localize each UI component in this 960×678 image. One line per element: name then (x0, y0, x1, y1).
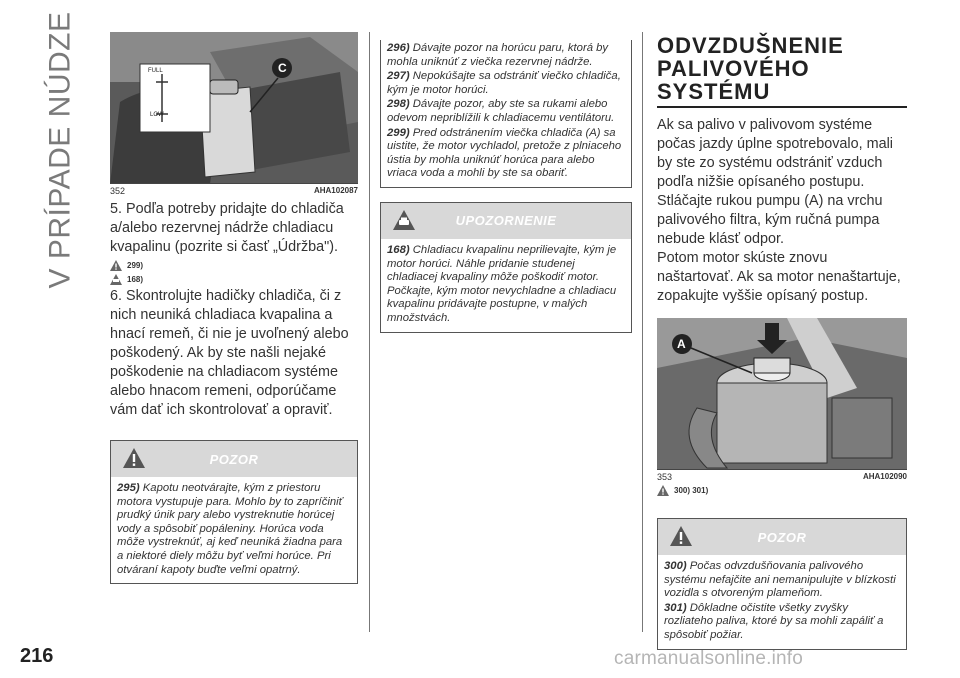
warning-item (117, 482, 351, 577)
label-low: LOW (150, 112, 164, 118)
step-5-text: 5. Podľa potreby pridajte do chladiča a/alebo rezervnej nádrže chladiacu kvapalinu (pozrite si časť „Údržba"). (110, 201, 344, 255)
figure-number: 352 (110, 186, 126, 196)
figure-code: AHA102090 (862, 472, 907, 481)
warning-item (387, 127, 625, 181)
callout-c: C (278, 61, 287, 75)
item-text: Počas odvzdušňovania palivového systému nefajčite ani nemanipulujte v blízkosti vozidla s otvoreným plameňom. (664, 560, 896, 600)
reference-168 (110, 274, 358, 285)
caution-box-upozornenie (380, 202, 632, 333)
warning-triangle-icon (657, 485, 669, 496)
warning-triangle-icon (110, 260, 122, 271)
warning-box-pozor-fuel (657, 518, 907, 650)
warning-item (387, 42, 625, 69)
coolant-reservoir-illustration (110, 32, 358, 184)
item-text: Dávajte pozor, aby ste sa rukami alebo odevom nepriblížili k chladiacemu ventilátoru. (387, 98, 615, 124)
warning-triangle-icon (123, 448, 145, 468)
item-text: Nepokúšajte sa odstrániť viečko chladiča, kým je motor horúci. (387, 70, 621, 96)
warning-item (664, 602, 900, 643)
figure-caption (657, 472, 907, 482)
caution-car-icon (393, 210, 415, 230)
warning-box-title: POZOR (209, 451, 259, 467)
figure-number: 353 (657, 472, 673, 482)
warning-triangle-icon (670, 526, 692, 546)
callout-a: A (677, 337, 686, 351)
item-text: Dôkladne očistite všetky zvyšky rozliateho paliva, ktoré by sa mohli zapáliť a spôsobiť požiar. (664, 601, 884, 641)
reference-numbers: 300) 301) (674, 486, 709, 495)
column-divider-1 (369, 32, 370, 632)
warning-box-continued (380, 40, 632, 188)
watermark-text: carmanualsonline.info (614, 648, 804, 669)
warning-item (387, 98, 625, 125)
item-text: Dávajte pozor na horúcu paru, ktorá by mohla uniknúť z viečka rezervnej nádrže. (387, 42, 609, 68)
item-text: Kapotu neotvárajte, kým z priestoru motora vystupuje para. Mohlo by to zapríčiniť prudký únik pary alebo vystreknutie horúcej vody a spôsobiť popáleniny. Horúca voda môže vystreknúť, aj keď neuniká žiadna para a niektoré diely môžu byť veľmi horúce. Pri otváraní kapoty buďte veľmi opatrný. (117, 482, 343, 576)
warning-item (387, 70, 625, 97)
reference-number: 299) (127, 261, 144, 270)
title-line: SYSTÉMU (657, 79, 771, 104)
figure-caption (110, 186, 358, 196)
item-number: 295) (117, 482, 140, 494)
section-title (657, 34, 907, 108)
item-number: 298) (387, 98, 410, 111)
item-text: Chladiacu kvapalinu neprilievajte, kým je motor horúci. Náhle pridanie studenej chladiacej kvapaliny môže poškodiť motor. Počkajte, kým motor nevychladne a chladiacu kvapalinu pridávajte postupne, v malých množstvách. (387, 243, 617, 324)
reference-299 (110, 260, 358, 271)
figure-references (657, 485, 907, 496)
warning-item (664, 560, 900, 601)
warning-box-body (381, 40, 631, 187)
title-line: ODVZDUŠNENIE (657, 33, 844, 58)
warning-box-body (111, 477, 357, 583)
item-number: 300) (664, 560, 687, 572)
caution-item (387, 244, 625, 326)
item-number: 296) (387, 42, 410, 54)
reference-number: 168) (127, 275, 144, 284)
caution-triangle-icon (110, 274, 122, 285)
column-3 (657, 34, 907, 650)
chapter-title-text: V PRÍPADE NÚDZE (43, 11, 76, 289)
caution-box-body (381, 239, 631, 332)
column-divider-2 (642, 32, 643, 632)
chapter-side-title (30, 0, 90, 300)
bleeding-intro-text: Ak sa palivo v palivovom systéme počas jazdy úplne spotrebovalo, mali by ste zo systému odstrániť vzduch podľa nižšie opísaného postupu. Stláčajte rukou pumpu (A) na vrchu palivového filtra, kým ručná pumpa nebude klásť odpor. (657, 117, 893, 247)
item-number: 301) (664, 601, 687, 614)
caution-box-title: UPOZORNENIE (455, 213, 557, 229)
warning-box-pozor (110, 440, 358, 584)
item-number: 297) (387, 70, 410, 83)
warning-box-body (658, 555, 906, 649)
warning-box-header (658, 519, 906, 555)
item-number: 168) (387, 243, 410, 256)
title-line: PALIVOVÉHO (657, 56, 810, 81)
step-6-text: 6. Skontrolujte hadičky chladiča, či z nich neuniká chladiaca kvapalina a hnací remeň, či nie je uvoľnený alebo poškodený. Ak by ste našli nejaké poškodenie na chladiacom systéme alebo hnacom remeni, odporúčame vám dať ich skontrolovať a opraviť. (110, 288, 349, 418)
figure-fuel-filter (657, 318, 907, 470)
column-1 (110, 32, 358, 584)
page-number: 216 (20, 645, 54, 667)
item-number: 299) (387, 126, 410, 139)
item-text: Pred odstránením viečka chladiča (A) sa uistite, že motor vychladol, pretože z plniaceho ústia by mohla uniknúť horúca para alebo vriaca voda a mohli by ste sa obariť. (387, 126, 622, 180)
bleeding-repeat-text: Potom motor skúste znovu naštartovať. Ak sa motor nenaštartuje, zopakujte vyššie opísaný postup. (657, 250, 901, 304)
fuel-filter-illustration (657, 318, 907, 470)
figure-code: AHA102087 (313, 186, 358, 195)
figure-coolant-reservoir (110, 32, 358, 184)
column-2 (380, 40, 632, 333)
caution-box-header (381, 203, 631, 239)
label-full: FULL (148, 68, 163, 74)
warning-box-title: POZOR (757, 529, 807, 545)
warning-box-header (111, 441, 357, 477)
